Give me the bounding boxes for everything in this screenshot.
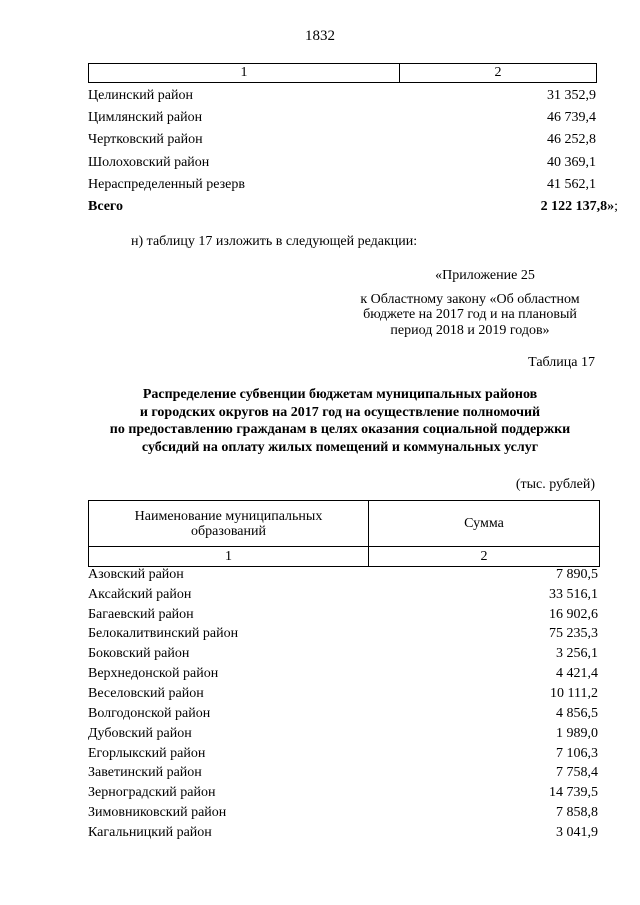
row-name: Заветинский район: [88, 765, 202, 781]
table-row: [88, 803, 598, 823]
row-name: Веселовский район: [88, 685, 204, 701]
row-value: 33 516,1: [549, 586, 598, 602]
row-value: 41 562,1: [547, 176, 596, 192]
row-name: Аксайский район: [88, 586, 192, 602]
row-value: 3 041,9: [556, 824, 598, 840]
total-label: Всего: [88, 199, 123, 215]
row-name: Волгодонской район: [88, 705, 211, 721]
row-value: 46 739,4: [547, 110, 596, 126]
total-suffix: ;: [614, 199, 618, 215]
main-table-header: [88, 500, 600, 567]
heading-line: субсидий на оплату жилых помещений и коммунальных услуг: [141, 439, 539, 455]
col-name-line: Наименование муниципальных: [134, 508, 323, 524]
table-row: [88, 85, 618, 107]
heading-line: и городских округов на 2017 год на осуществление полномочий: [139, 404, 541, 420]
table-row: [88, 644, 598, 664]
row-value: 7 858,8: [556, 805, 598, 821]
table-row: [88, 744, 598, 764]
table-heading: [60, 386, 620, 456]
amendment-instruction: н) таблицу 17 изложить в следующей редакции:: [131, 234, 418, 249]
row-value: 40 369,1: [547, 154, 596, 170]
row-name: Целинский район: [88, 88, 193, 104]
row-name: Цимлянский район: [88, 110, 203, 126]
row-value: 7 106,3: [556, 745, 598, 761]
table-row: [88, 129, 618, 151]
table-label: Таблица 17: [528, 355, 595, 370]
row-value: 46 252,8: [547, 132, 596, 148]
appendix-ref-line: бюджете на 2017 год и на плановый: [363, 307, 577, 322]
table-row: [88, 565, 598, 585]
row-value: 16 902,6: [549, 606, 598, 622]
top-table-body: [88, 85, 618, 218]
table-row: [88, 684, 598, 704]
row-value: 14 739,5: [549, 785, 598, 801]
heading-line: по предоставлению гражданам в целях оказания социальной поддержки: [109, 422, 571, 437]
row-name: Дубовский район: [88, 725, 192, 741]
appendix-ref-line: к Областному закону «Об областном: [360, 291, 580, 307]
row-name: Зерноградский район: [88, 785, 216, 801]
row-value: 75 235,3: [549, 626, 598, 642]
row-name: Нераспределенный резерв: [88, 176, 245, 192]
table-row: [88, 605, 598, 625]
col-name-line: образований: [191, 523, 266, 539]
main-table-body: [88, 565, 598, 843]
top-table-col-1: 1: [89, 64, 400, 82]
appendix-ref-line: период 2018 и 2019 годов»: [390, 322, 550, 338]
table-row: [88, 763, 598, 783]
row-name: Кагальницкий район: [88, 824, 212, 840]
row-name: Зимовниковский район: [88, 805, 227, 821]
row-value: 1 989,0: [556, 725, 598, 741]
row-name: Багаевский район: [88, 606, 194, 622]
total-value-cell: [398, 199, 618, 215]
row-name: Белокалитвинский район: [88, 626, 239, 642]
row-name: Азовский район: [88, 566, 184, 582]
row-value: 4 421,4: [556, 666, 598, 682]
row-name: Егорлыкский район: [88, 745, 206, 761]
row-name: Шолоховский район: [88, 154, 210, 170]
table-row: [88, 783, 598, 803]
heading-line: Распределение субвенции бюджетам муниципальных районов: [142, 387, 538, 402]
page-number: 1832: [305, 28, 335, 44]
col-num-2: 2: [480, 548, 488, 564]
row-value: 3 256,1: [556, 646, 598, 662]
table-row: [88, 174, 618, 196]
row-value: 7 890,5: [556, 566, 598, 582]
table-row: [88, 724, 598, 744]
total-row: [88, 196, 618, 218]
top-table-header: [88, 63, 597, 83]
table-row: [88, 704, 598, 724]
total-value: 2 122 137,8»: [540, 199, 615, 215]
col-num-1: 1: [89, 547, 369, 566]
row-value: 31 352,9: [547, 88, 596, 104]
table-row: [88, 152, 618, 174]
row-value: 7 758,4: [556, 765, 598, 781]
row-name: Чертковский район: [88, 132, 203, 148]
row-name: Верхнедонской район: [88, 666, 219, 682]
col-sum-header: Сумма: [464, 515, 504, 531]
row-value: 4 856,5: [556, 705, 598, 721]
col-name-header: [89, 501, 369, 546]
row-value: 10 111,2: [550, 685, 598, 701]
appendix-title: «Приложение 25: [435, 268, 535, 283]
top-table-col-2: 2: [494, 65, 502, 80]
table-row: [88, 664, 598, 684]
units-label: (тыс. рублей): [515, 477, 595, 492]
table-row: [88, 823, 598, 843]
table-row: [88, 107, 618, 129]
table-row: [88, 625, 598, 645]
row-name: Боковский район: [88, 646, 190, 662]
table-row: [88, 585, 598, 605]
appendix-block: [330, 268, 610, 338]
